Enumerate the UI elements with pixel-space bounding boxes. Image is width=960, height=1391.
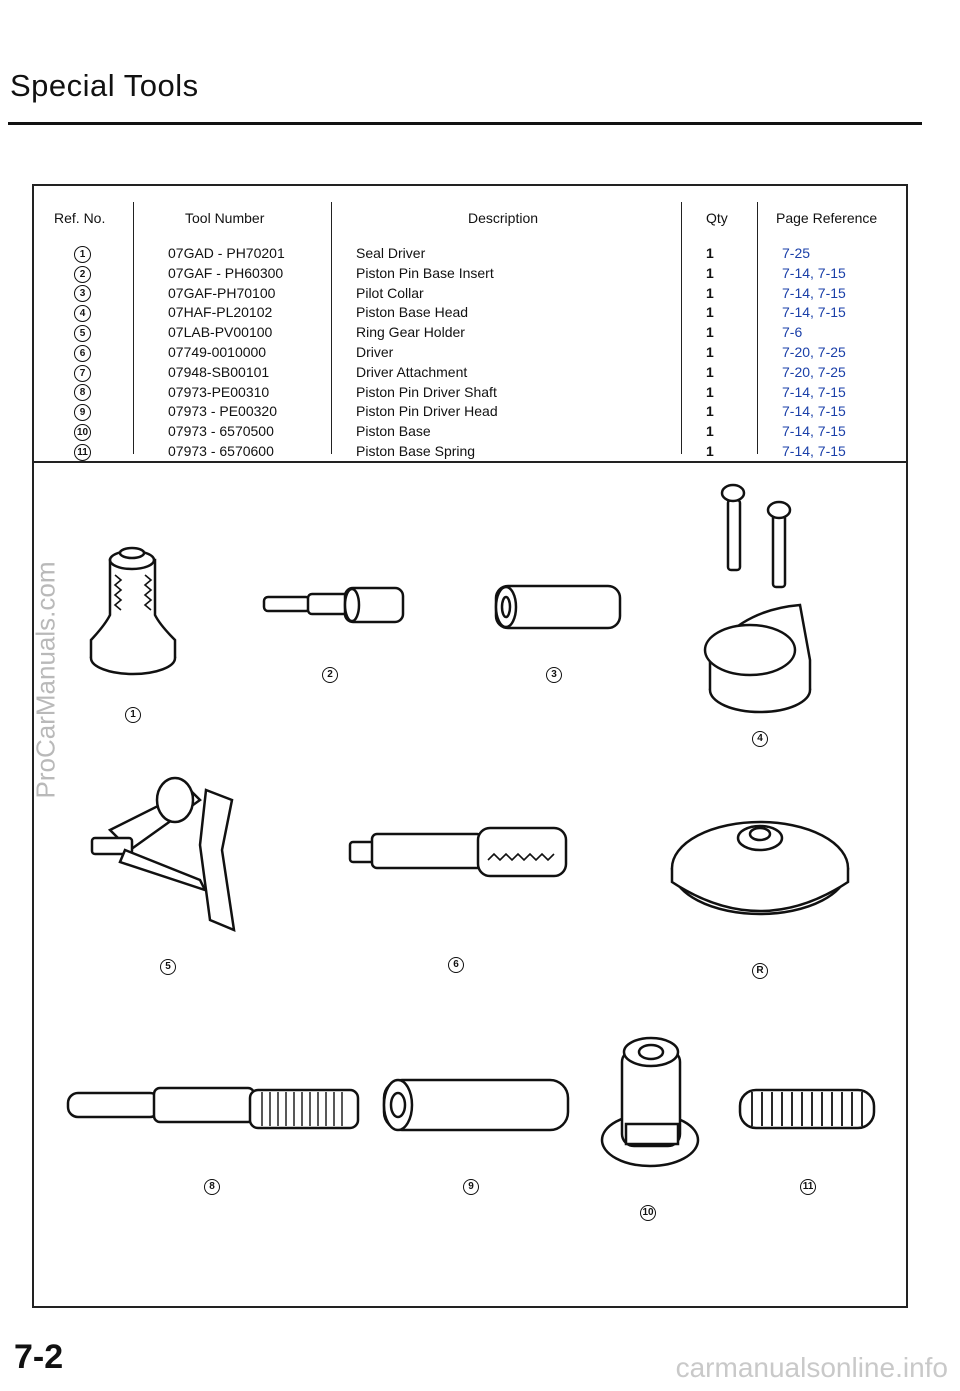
illustration-label: 6 <box>448 957 464 973</box>
tool-number: 07973 - 6570500 <box>168 423 274 440</box>
pilot-collar-illustration <box>496 586 620 628</box>
piston-base-spring-illustration <box>740 1090 874 1128</box>
tool-description: Driver Attachment <box>356 363 468 380</box>
page-reference: 7-14, 7-15 <box>782 284 846 301</box>
tool-qty: 1 <box>706 403 714 420</box>
illustration-label: 8 <box>204 1179 220 1195</box>
seal-driver-illustration <box>91 548 175 674</box>
tool-number: 07GAF-PH70100 <box>168 284 276 301</box>
tool-qty: 1 <box>706 423 714 440</box>
tool-qty: 1 <box>706 304 714 321</box>
footer-site: carmanualsonline.info <box>675 1352 948 1383</box>
ref-number: 4 <box>74 305 91 322</box>
ref-number: 6 <box>74 345 91 362</box>
piston-base-illustration <box>602 1038 698 1166</box>
tool-qty: 1 <box>706 363 714 380</box>
page-title: Special Tools <box>10 68 199 103</box>
ref-number: 2 <box>74 266 91 283</box>
tool-qty: 1 <box>706 324 714 341</box>
tool-description: Ring Gear Holder <box>356 324 465 341</box>
piston-pin-driver-head-illustration <box>384 1080 568 1130</box>
watermark: ProCarManuals.com <box>30 561 61 799</box>
piston-pin-base-insert-illustration <box>264 588 403 622</box>
tool-qty: 1 <box>706 343 714 360</box>
page-reference: 7-14, 7-15 <box>782 442 846 459</box>
tool-number: 07GAF - PH60300 <box>168 264 284 281</box>
ref-number: 11 <box>74 444 91 461</box>
tool-number: 07749-0010000 <box>168 343 267 360</box>
tool-number: 07973-PE00310 <box>168 383 270 400</box>
page-reference: 7-25 <box>782 245 811 261</box>
tool-number: 07LAB-PV00100 <box>168 324 273 341</box>
driver-illustration <box>350 828 566 876</box>
tool-qty: 1 <box>706 383 714 400</box>
illustration-label: 4 <box>752 731 768 747</box>
ref-number: 9 <box>74 404 91 421</box>
ref-number: 7 <box>74 365 91 382</box>
tool-qty: 1 <box>706 264 714 281</box>
piston-base-head-illustration <box>705 485 810 712</box>
illustration-label: 10 <box>640 1205 656 1221</box>
ring-gear-holder-illustration <box>92 778 234 930</box>
tool-description: Piston Base Spring <box>356 442 476 459</box>
page-reference: 7-20, 7-25 <box>782 363 846 380</box>
page-number: 7-2 <box>14 1338 64 1376</box>
tool-description: Piston Pin Driver Shaft <box>356 383 497 400</box>
tool-number: 07GAD - PH70201 <box>168 245 285 261</box>
header-qty: Qty <box>706 210 728 226</box>
tool-description: Piston Base <box>356 423 431 440</box>
tool-description: Driver <box>356 343 394 360</box>
illustration-label: 3 <box>546 667 562 683</box>
illustration-label: 11 <box>800 1179 816 1195</box>
header-tool: Tool Number <box>185 210 265 226</box>
tool-description: Seal Driver <box>356 245 426 261</box>
illustration-label: 1 <box>125 707 141 723</box>
piston-pin-driver-shaft-illustration <box>68 1088 358 1128</box>
page-reference: 7-14, 7-15 <box>782 383 846 400</box>
tool-description: Piston Pin Driver Head <box>356 403 498 420</box>
tool-qty: 1 <box>706 245 714 261</box>
ref-number: 10 <box>74 424 91 441</box>
illustration-label: 5 <box>160 959 176 975</box>
illustration-label: 2 <box>322 667 338 683</box>
header-desc: Description <box>468 210 539 226</box>
driver-attachment-illustration <box>672 822 848 914</box>
tool-number: 07948-SB00101 <box>168 363 270 380</box>
header-page: Page Reference <box>776 210 878 226</box>
tool-description: Pilot Collar <box>356 284 424 301</box>
header-ref: Ref. No. <box>54 210 106 226</box>
page-reference: 7-14, 7-15 <box>782 403 846 420</box>
ref-number: 3 <box>74 285 91 302</box>
page-reference: 7-6 <box>782 324 803 341</box>
page-reference: 7-14, 7-15 <box>782 304 846 321</box>
page-reference: 7-14, 7-15 <box>782 423 846 440</box>
tool-number: 07973 - 6570600 <box>168 442 274 459</box>
tool-number: 07HAF-PL20102 <box>168 304 273 321</box>
tool-description: Piston Base Head <box>356 304 469 321</box>
page-reference: 7-14, 7-15 <box>782 264 846 281</box>
page-reference: 7-20, 7-25 <box>782 343 846 360</box>
tool-qty: 1 <box>706 284 714 301</box>
illustration-label: 9 <box>463 1179 479 1195</box>
tool-description: Piston Pin Base Insert <box>356 264 494 281</box>
ref-number: 5 <box>74 325 91 342</box>
tool-qty: 1 <box>706 442 714 459</box>
illustration-label: R <box>752 963 768 979</box>
tool-number: 07973 - PE00320 <box>168 403 277 420</box>
ref-number: 1 <box>74 246 91 263</box>
ref-number: 8 <box>74 384 91 401</box>
